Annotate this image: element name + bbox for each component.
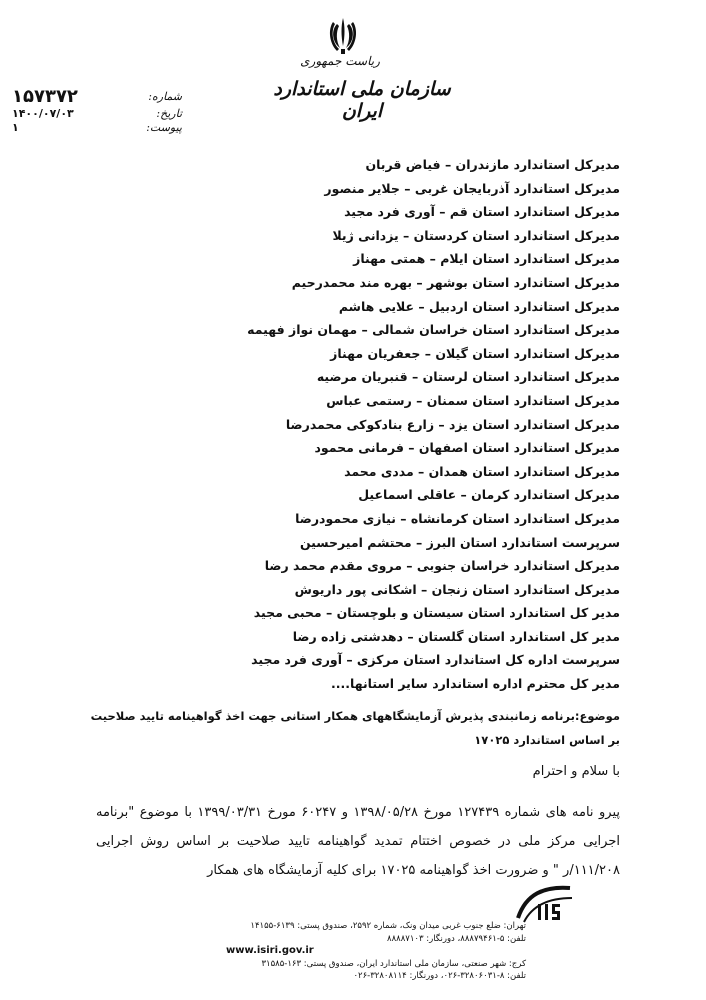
recipient-line: مدیرکل استاندارد مازندران – فیاض قربان bbox=[365, 157, 620, 172]
meta-number-value: ۱۵۷۳۷۲ bbox=[12, 85, 78, 107]
recipient-line: مدیرکل استاندارد استان لرستان – قنبریان مرضیه bbox=[316, 369, 620, 385]
recipient-line: مدیرکل استاندارد آذربایجان غربی – جلایر منصور bbox=[324, 180, 620, 196]
recipient-line: مدیرکل استاندارد استان ایلام – همتی مهناز bbox=[353, 251, 620, 267]
recipient-line: سرپرست اداره کل استاندارد استان مرکزی – آوری فرد مجید bbox=[251, 652, 620, 668]
recipient-line: مدیرکل استاندارد استان گیلان – جعفریان مهناز bbox=[330, 345, 620, 361]
letter-footer bbox=[226, 920, 526, 983]
recipient-line: مدیرکل استاندارد استان زنجان – اشکانی پور داریوش bbox=[294, 581, 620, 597]
org-small-title: ریاست جمهوری bbox=[300, 54, 380, 68]
recipient-line: مدیرکل استاندارد استان اردبیل – علایی هاشم bbox=[338, 298, 620, 314]
footer-address-karaj: کرج: شهر صنعتی، سازمان ملی استاندارد ایران، صندوق پستی: ۱۶۳-۳۱۵۸۵ bbox=[261, 958, 526, 969]
letter-body: پیرو نامه های شماره ۱۲۷۴۳۹ مورخ ۱۳۹۸/۰۵/۲۸ و ۶۰۲۴۷ مورخ ۱۳۹۹/۰۳/۳۱ با موضوع "برنامه اجرایی مرکز ملی در خصوص اختتام تمدید گواهینامه تایید صلاحیت بر اساس روش اجرایی ۱۱۱/۲۰۸/ر " و ضرورت اخذ گواهینامه ۱۷۰۲۵ برای کلیه آزمایشگاه های همکار bbox=[96, 805, 620, 878]
recipient-line: مدیرکل استاندارد استان یزد – زارع بنادکوکی محمدرضا bbox=[285, 416, 620, 432]
letter-subject: موضوع:برنامه زمانبندی پذیرش آزمایشگاههای همکار استانی جهت اخذ گواهینامه تایید صلاحیت بر اساس استاندارد ۱۷۰۲۵ bbox=[90, 709, 620, 747]
iran-emblem-icon bbox=[328, 16, 358, 56]
org-main-title: سازمان ملی استاندارد ایران bbox=[273, 78, 451, 122]
meta-number bbox=[12, 86, 182, 106]
recipient-line: مدیرکل استاندارد استان همدان – مددی محمد bbox=[344, 463, 620, 479]
recipient-line: مدیرکل استاندارد استان قم – آوری فرد مجید bbox=[344, 204, 620, 220]
footer-address-tehran: تهران: ضلع جنوب غربی میدان ونک، شماره ۲۵۹۲، صندوق پستی: ۶۱۳۹-۱۴۱۵۵ bbox=[250, 921, 526, 931]
recipient-line: سرپرست استاندارد استان البرز – محتشم امیرحسین bbox=[299, 534, 620, 550]
recipient-line: مدیرکل استاندارد استان کرمانشاه – نیازی محمودرضا bbox=[295, 510, 620, 526]
recipient-line: مدیرکل استاندارد استان بوشهر – بهره مند محمدرحیم bbox=[291, 274, 620, 290]
footer-phone-tehran: تلفن: ۵-۸۸۸۷۹۴۶۱، دورنگار: ۸۸۸۸۷۱۰۳ bbox=[387, 933, 526, 944]
recipient-list bbox=[80, 153, 620, 696]
meta-date-label: تاریخ: bbox=[156, 106, 182, 120]
recipient-line: مدیرکل استاندارد استان کردستان – یزدانی ژیلا bbox=[332, 227, 620, 243]
meta-date bbox=[12, 106, 182, 120]
recipient-line: مدیرکل استاندارد استان سمنان – رستمی عباس bbox=[326, 392, 620, 408]
recipient-line: مدیر کل استاندارد استان سیستان و بلوچستان – محبی مجید bbox=[253, 605, 620, 621]
meta-attachment-value: ۱ bbox=[12, 120, 19, 134]
meta-attachment-label: پیوست: bbox=[146, 120, 182, 134]
meta-number-label: شماره: bbox=[148, 89, 182, 103]
meta-attachment bbox=[12, 120, 182, 134]
recipient-line: مدیرکل استاندارد کرمان – عاقلی اسماعیل bbox=[358, 487, 620, 503]
recipient-line: مدیرکل استاندارد خراسان جنوبی – مروی مقدم محمد رضا bbox=[264, 558, 620, 574]
recipient-line: مدیر کل محترم اداره استاندارد سایر استانها.... bbox=[331, 676, 620, 692]
recipient-line: مدیرکل استاندارد استان اصفهان – فرمانی محمود bbox=[314, 440, 620, 456]
footer-phone-karaj: تلفن: ۸-۳۲۸۰۶۰۳۱-۰۲۶، دورنگار: ۳۲۸۰۸۱۱۴-۰۲۶ bbox=[353, 971, 526, 981]
recipient-line: مدیر کل استاندارد استان گلستان – دهدشتی زاده رضا bbox=[292, 628, 620, 644]
meta-date-value: ۱۴۰۰/۰۷/۰۳ bbox=[12, 106, 74, 120]
letter-greeting: با سلام و احترام bbox=[532, 764, 620, 779]
recipient-line: مدیرکل استاندارد استان خراسان شمالی – مهمان نواز فهیمه bbox=[247, 322, 620, 338]
letter-meta bbox=[12, 86, 182, 134]
footer-website-link[interactable]: www.isiri.gov.ir bbox=[226, 945, 314, 956]
